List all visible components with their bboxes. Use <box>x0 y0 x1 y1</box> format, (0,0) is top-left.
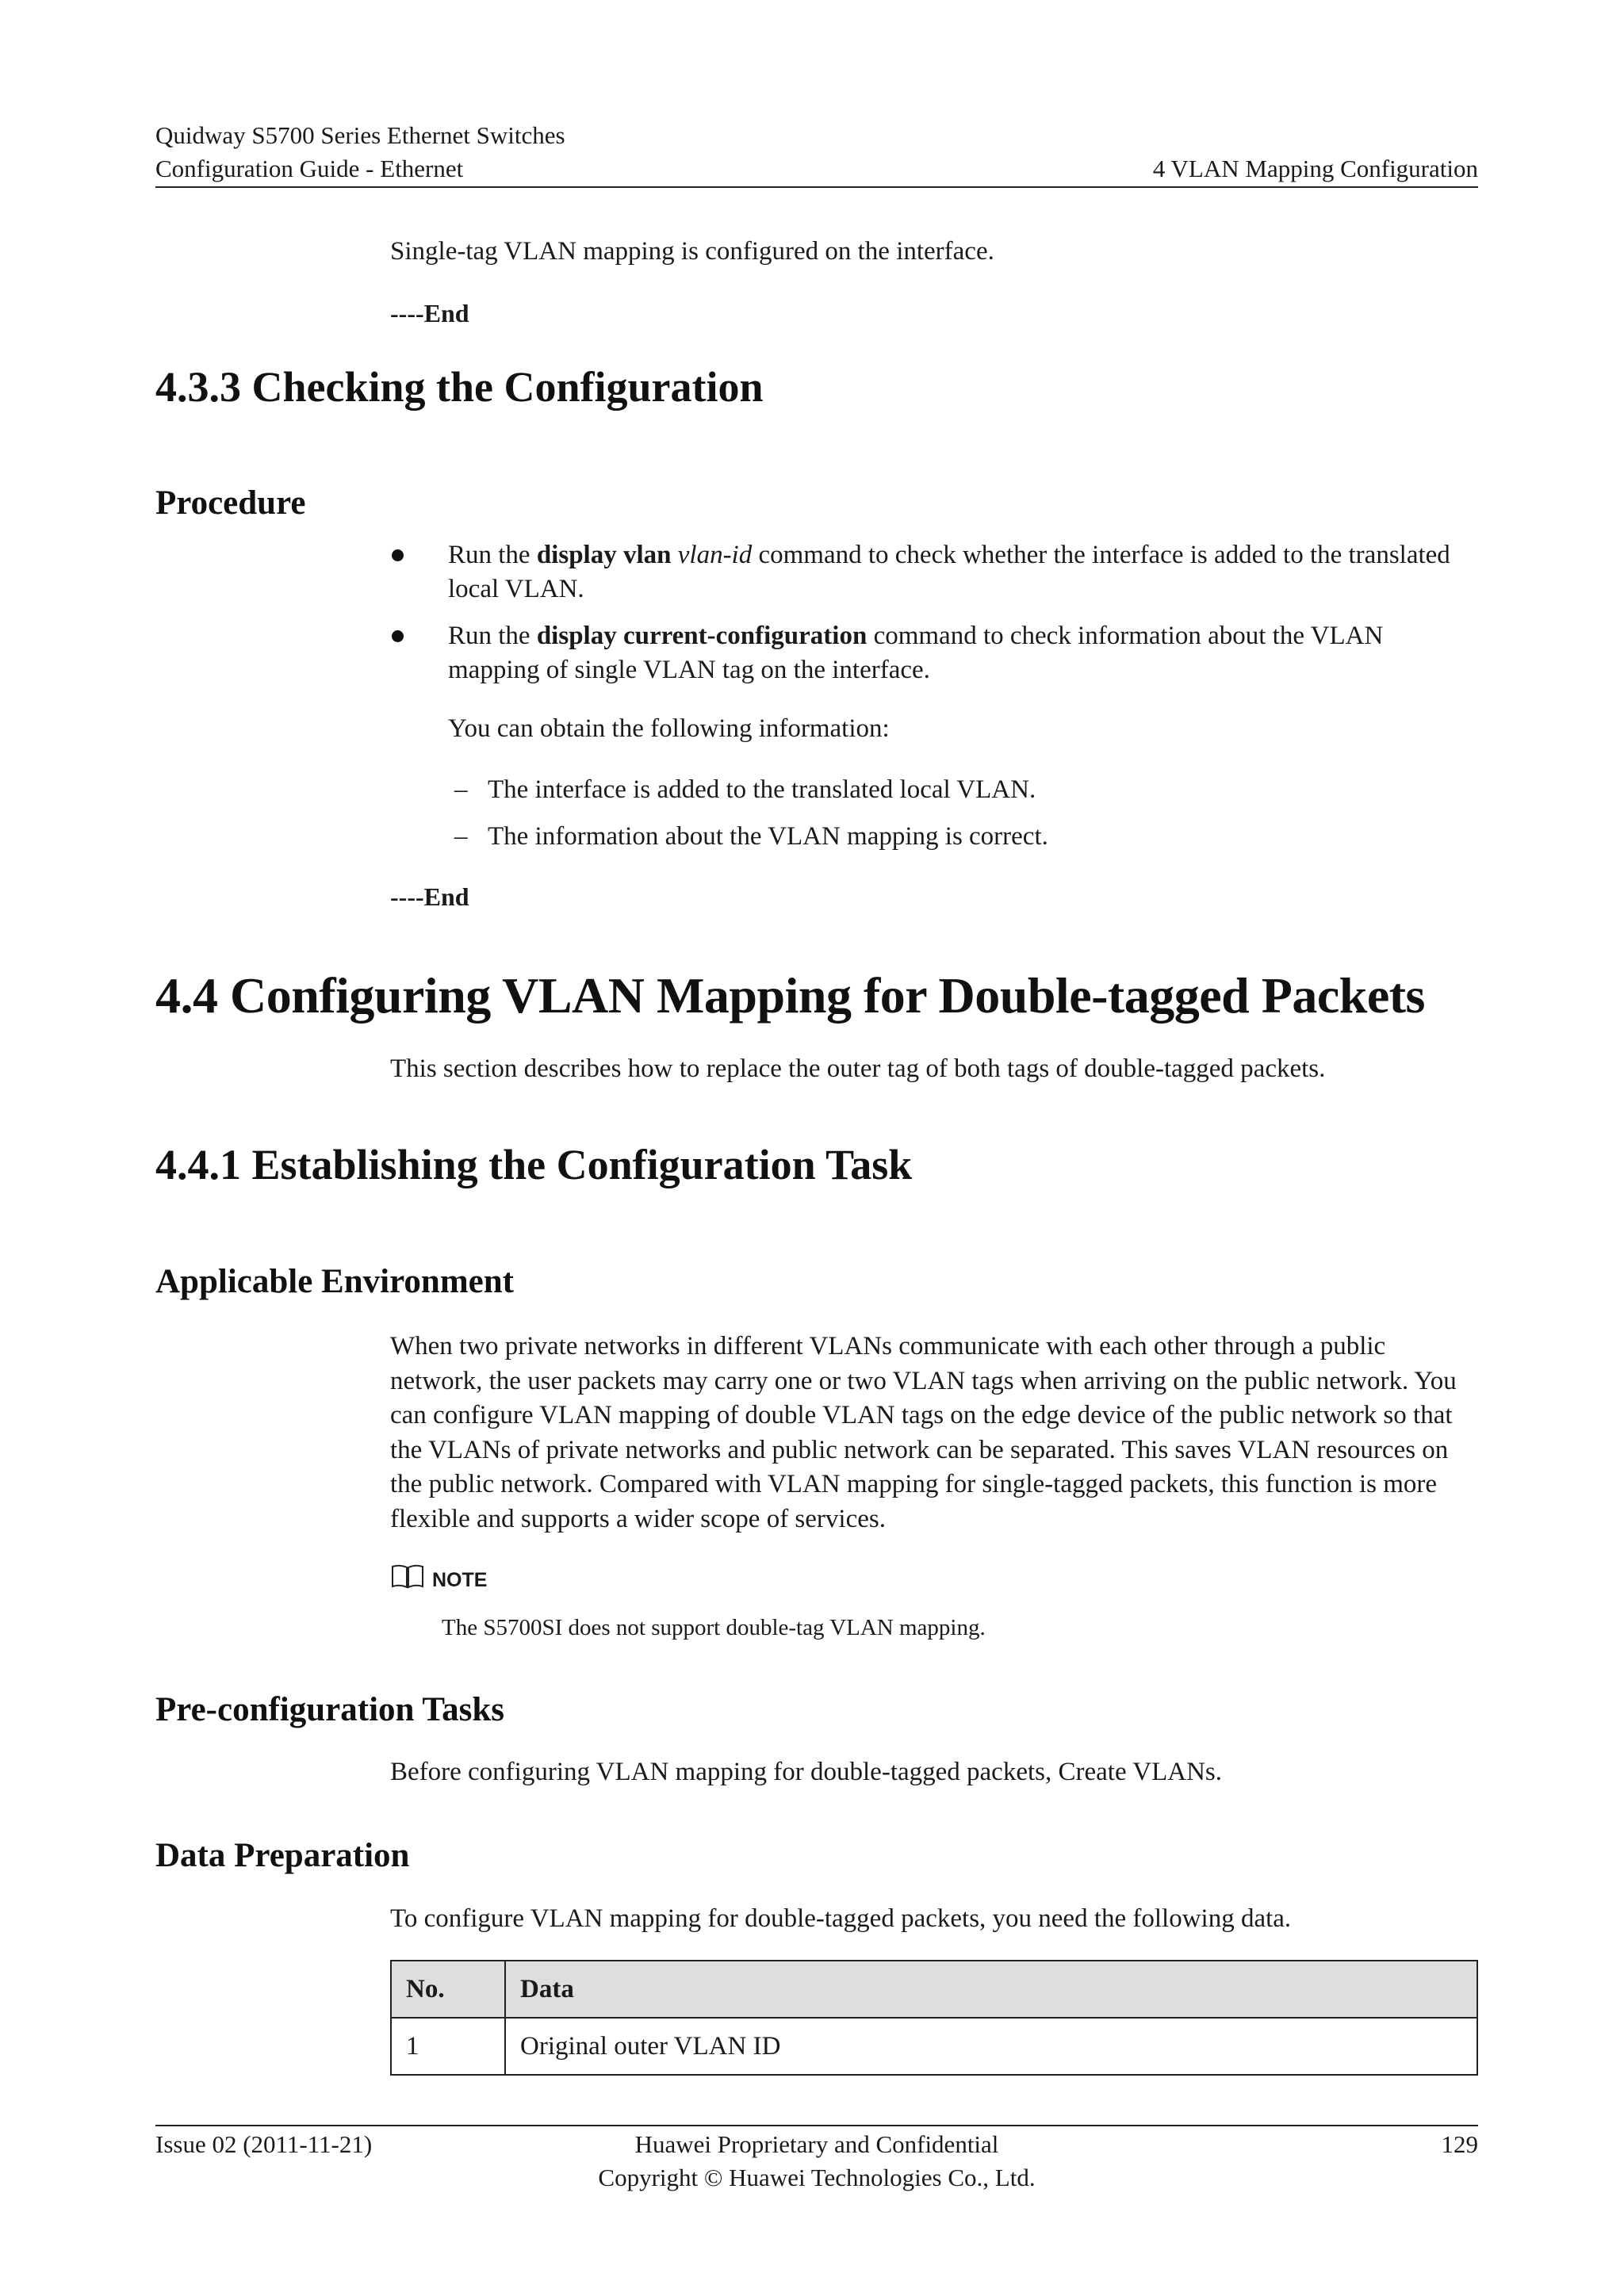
section-44-title: 4.4 Configuring VLAN Mapping for Double-tagged Packets <box>155 967 1425 1024</box>
table-header-no: No. <box>391 1961 505 2018</box>
dash-2: – <box>454 822 468 851</box>
table-header-data: Data <box>505 1961 1477 2018</box>
end-mark-2: ----End <box>390 882 469 911</box>
table-cell-no: 1 <box>391 2018 505 2075</box>
header-chapter: 4 VLAN Mapping Configuration <box>1152 155 1478 182</box>
footer-rule <box>155 2125 1478 2126</box>
sub-item-2: The information about the VLAN mapping is correct. <box>488 822 1048 851</box>
table-row <box>391 2018 1477 2075</box>
header-line-2 <box>155 152 1478 186</box>
dash-1: – <box>454 775 468 804</box>
footer-issue: Issue 02 (2011-11-21) <box>155 2130 373 2158</box>
header-rule <box>155 186 1478 188</box>
footer-center <box>396 2128 1237 2195</box>
header-product: Quidway S5700 Series Ethernet Switches <box>155 121 565 149</box>
footer-page-number: 129 <box>1441 2130 1478 2158</box>
note-text: The S5700SI does not support double-tag VLAN mapping. <box>442 1615 986 1640</box>
bullet-1: Run the display vlan vlan-id command to check whether the interface is added to the translated local VLAN. <box>448 541 1450 603</box>
table-cell-data: Original outer VLAN ID <box>505 2018 1477 2075</box>
note-label: NOTE <box>432 1569 488 1591</box>
section-44-desc: This section describes how to replace the outer tag of both tags of double-tagged packets. <box>390 1054 1326 1083</box>
header-guide: Configuration Guide - Ethernet <box>155 155 464 182</box>
sub-item-1: The interface is added to the translated local VLAN. <box>488 775 1036 804</box>
env-heading: Applicable Environment <box>155 1263 514 1300</box>
bullet-dot-2 <box>392 630 404 642</box>
pre-config-heading: Pre-configuration Tasks <box>155 1691 505 1728</box>
pre-config-text: Before configuring VLAN mapping for double-tagged packets, Create VLANs. <box>390 1758 1222 1786</box>
bullet-dot-1 <box>392 549 404 561</box>
command-display-current-configuration: display current-configuration <box>536 622 868 650</box>
footer-confidential: Huawei Proprietary and Confidential <box>634 2130 999 2158</box>
command-display-vlan: display vlan <box>536 541 672 569</box>
end-mark-1: ----End <box>390 299 469 327</box>
data-prep-heading: Data Preparation <box>155 1837 410 1874</box>
section-441-title: 4.4.1 Establishing the Configuration Task <box>155 1141 913 1188</box>
section-433-title: 4.3.3 Checking the Configuration <box>155 363 764 411</box>
env-paragraph: When two private networks in different VLANs communicate with each other through a public network, the user packets may carry one or two VLAN tags when arriving on the public network. You can configure VLAN mapping of double VLAN tags on the edge device of the public network so that the VLANs of private networks and public network can be separated. This saves VLAN resources on the public network. Compared with VLAN mapping for single-tagged packets, this function is more flexible and supports a wider scope of services. <box>390 1332 1457 1533</box>
data-table <box>390 1960 1478 2076</box>
procedure-heading: Procedure <box>155 484 306 522</box>
footer-copyright: Copyright © Huawei Technologies Co., Ltd. <box>598 2164 1036 2191</box>
bullet-2: Run the display current-configuration command to check information about the VLAN mapping of single VLAN tag on the interface. <box>448 622 1384 684</box>
obtain-text: You can obtain the following information: <box>448 714 890 743</box>
data-prep-text: To configure VLAN mapping for double-tagged packets, you need the following data. <box>390 1904 1292 1933</box>
book-icon <box>390 1563 425 1590</box>
table-header-row <box>391 1961 1477 2018</box>
arg-vlan-id: vlan-id <box>677 541 753 569</box>
intro-line: Single-tag VLAN mapping is configured on the interface. <box>390 237 994 266</box>
